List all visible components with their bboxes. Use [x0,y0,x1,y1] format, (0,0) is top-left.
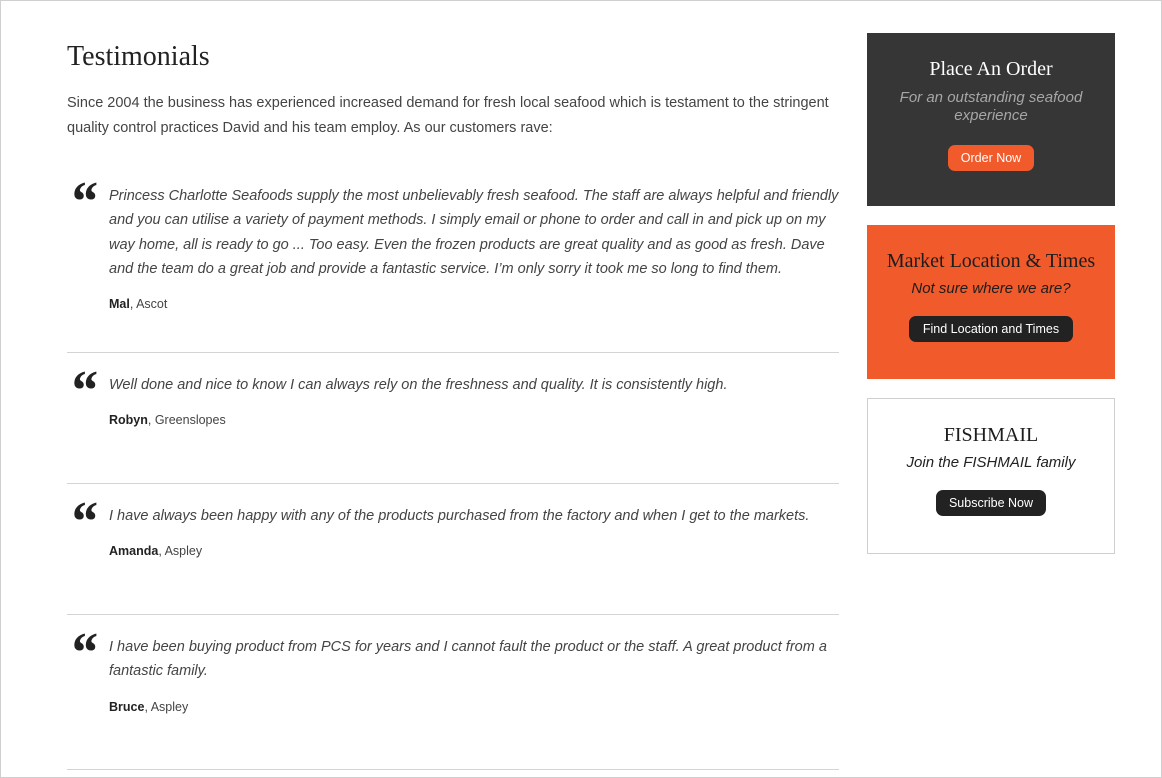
quote-icon: “ [69,360,97,422]
intro-paragraph: Since 2004 the business has experienced increased demand for fresh local seafood which is testament to the stringent quality control practices David and his team employ. As our customers rave: [67,95,829,136]
testimonial-item [67,484,839,615]
testimonial-item [67,171,839,353]
testimonial-quote: I have always been happy with any of the products purchased from the factory and when I get to the markets. [109,508,810,524]
page-title: Testimonials [67,41,210,72]
author-name: Mal [109,297,130,312]
testimonial-author [109,699,839,715]
author-location: , Ascot [129,297,168,312]
fishmail-widget [867,398,1115,554]
quote-icon: “ [69,491,97,553]
testimonial-item [67,615,839,770]
testimonial-list [67,171,839,770]
widget-title: Place An Order [929,58,1053,80]
author-name: Bruce [109,699,145,714]
quote-icon: “ [69,622,97,684]
widget-subtitle: For an outstanding seafood experience [899,89,1083,124]
quote-icon: “ [69,171,97,233]
testimonial-author [109,412,839,428]
testimonial-quote: I have been buying product from PCS for years and I cannot fault the product or the staff. A great product from a fantastic family. [109,639,827,680]
widget-subtitle: Join the FISHMAIL family [906,454,1076,471]
author-name: Robyn [109,413,148,428]
author-location: , Aspley [144,699,189,714]
sidebar [867,33,1115,554]
place-order-widget [867,33,1115,206]
testimonial-author [109,543,839,559]
testimonial-item [67,353,839,484]
widget-title: FISHMAIL [943,424,1039,446]
order-now-button[interactable]: Order Now [948,145,1034,171]
author-name: Amanda [109,544,159,559]
author-location: , Greenslopes [147,413,226,428]
subscribe-now-button[interactable]: Subscribe Now [936,490,1046,516]
market-location-widget [867,225,1115,379]
widget-title: Market Location & Times [886,250,1096,272]
testimonial-author [109,296,839,312]
main-content [67,39,839,770]
testimonial-quote: Well done and nice to know I can always rely on the freshness and quality. It is consistently high. [109,377,728,393]
find-location-button[interactable]: Find Location and Times [909,316,1073,342]
testimonial-quote: Princess Charlotte Seafoods supply the most unbelievably fresh seafood. The staff are always helpful and friendly and you can utilise a variety of payment methods. I simply email or phone to order and call in and pick up on my way home, all is ready to go ... Too easy. Even the frozen products are great quality and as good as fresh. Dave and the team do a great job and provide a fantastic service. I’m only sorry it took me so long to find them. [109,188,839,277]
author-location: , Aspley [158,544,203,559]
widget-subtitle: Not sure where we are? [911,280,1071,297]
